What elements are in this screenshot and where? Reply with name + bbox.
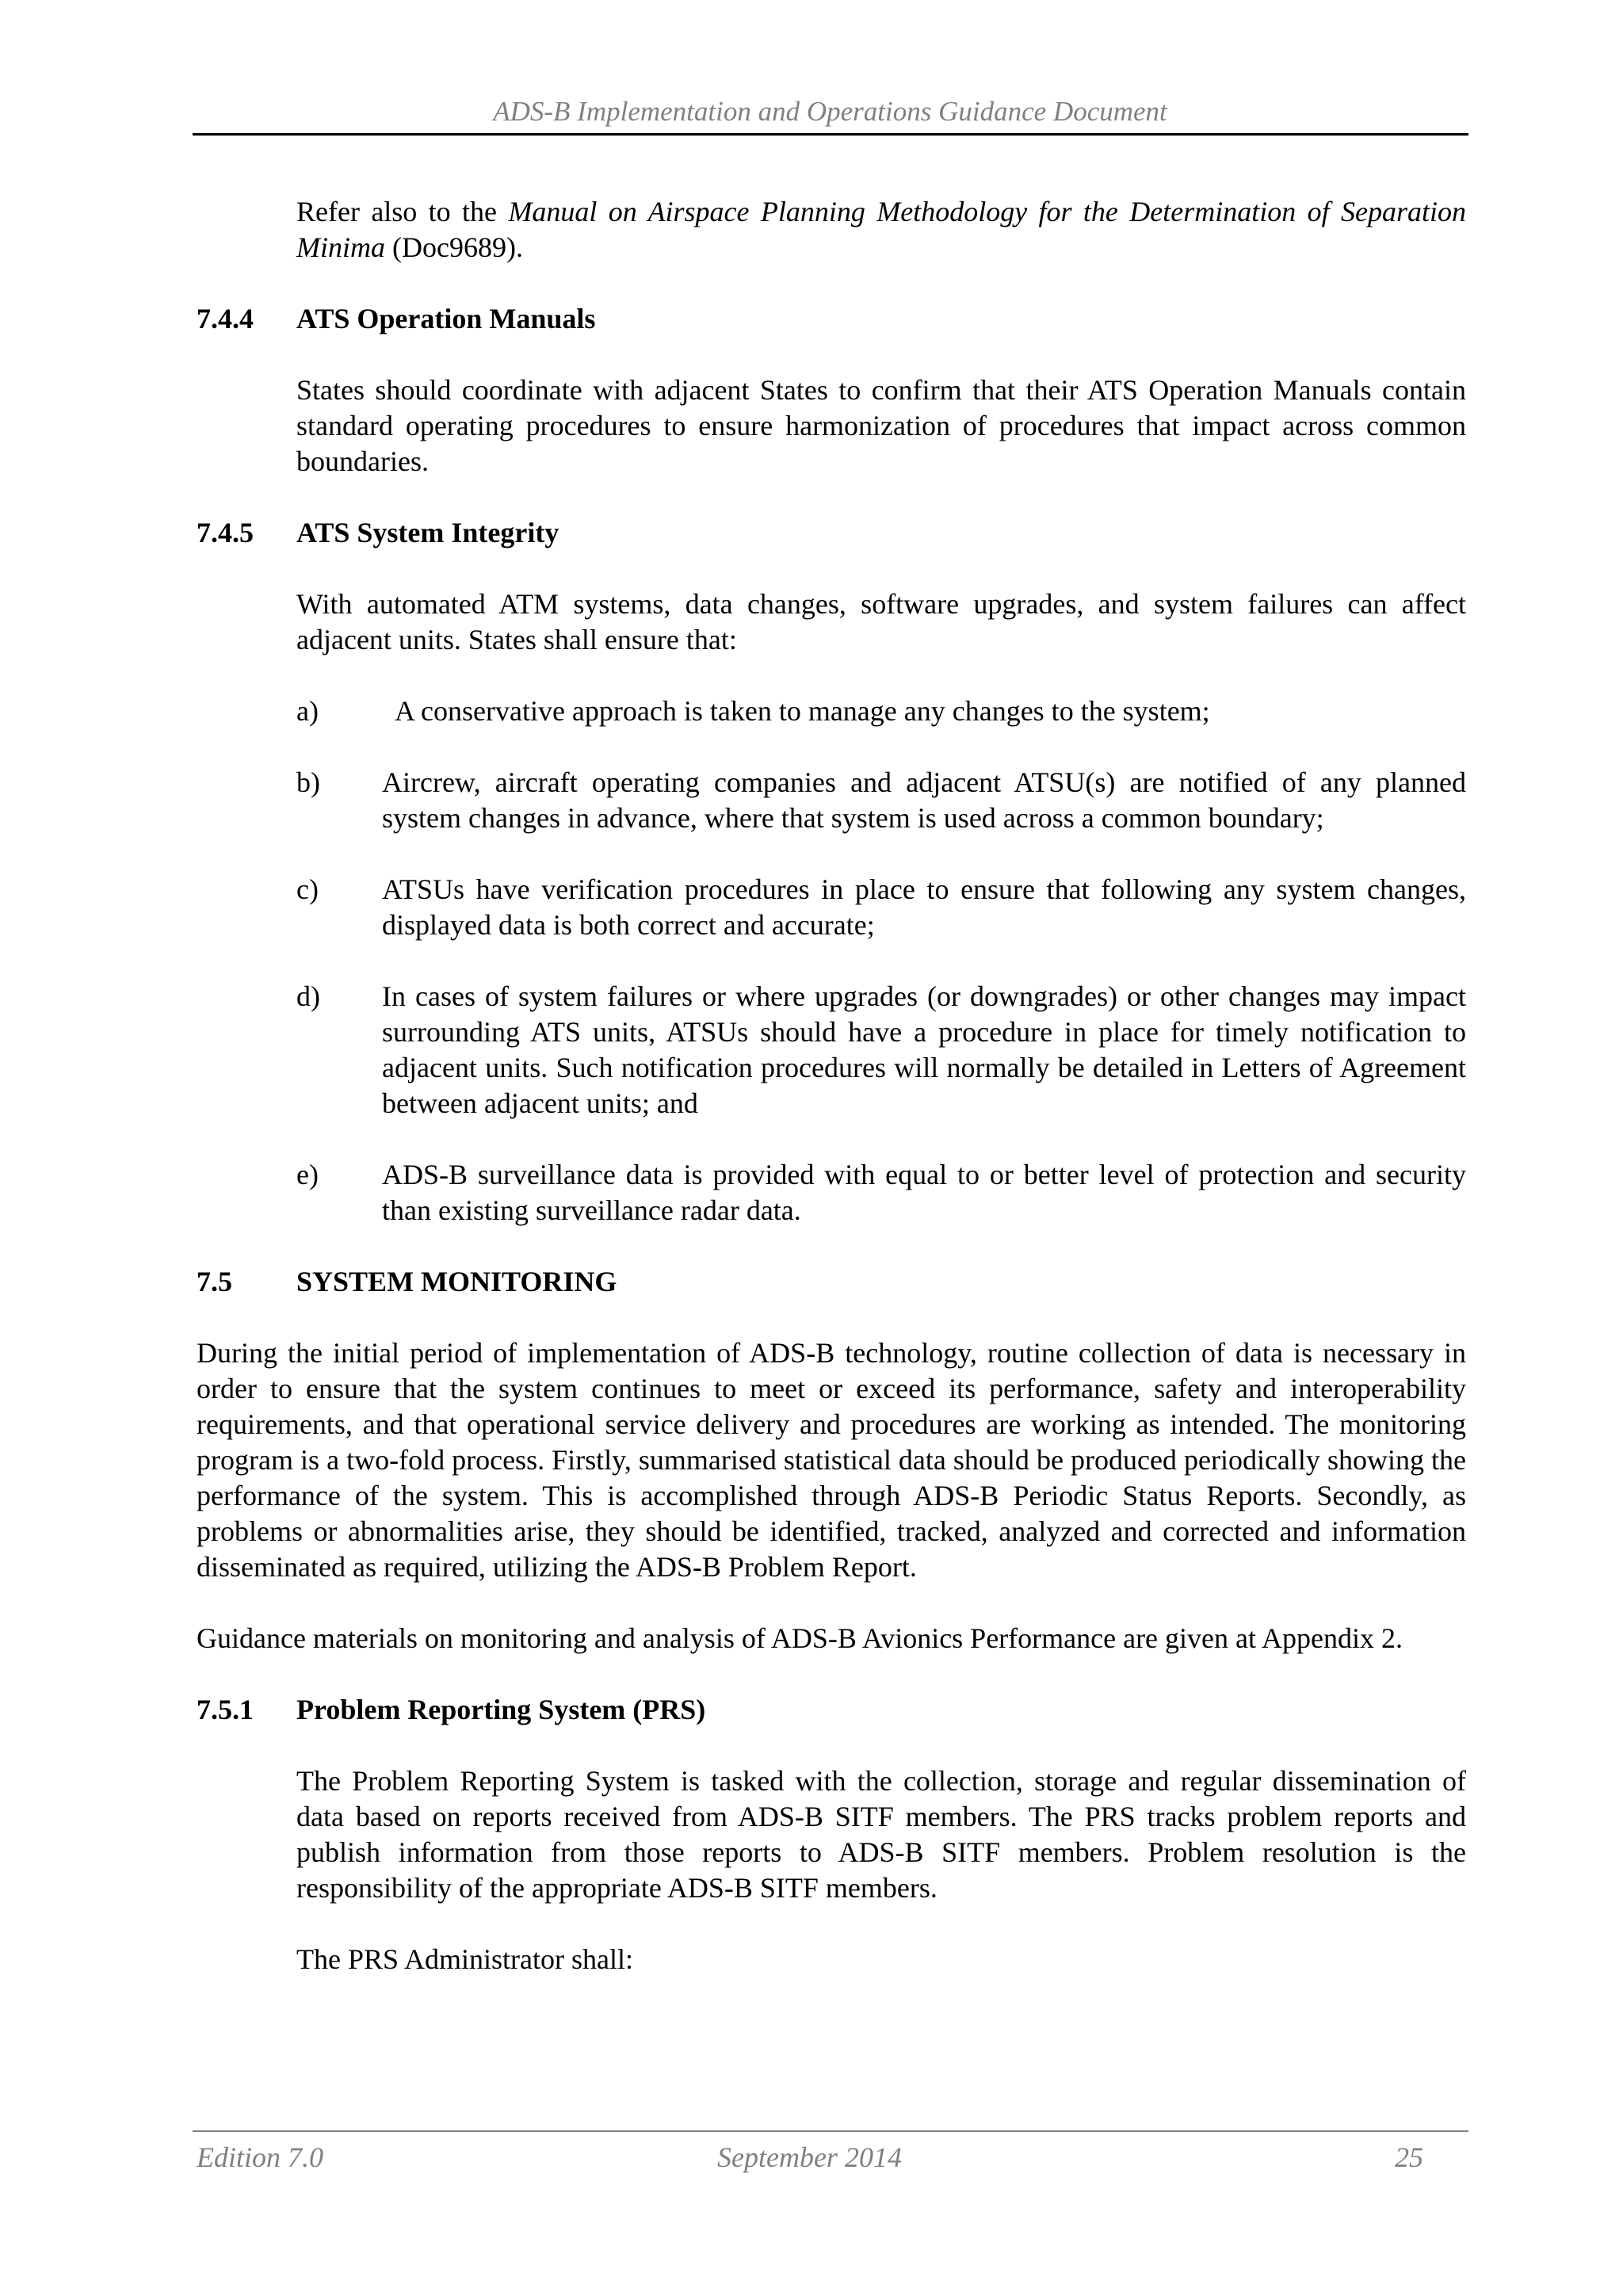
list-marker: d): [296, 980, 320, 1012]
heading-number: 7.4.4: [197, 303, 254, 334]
paragraph-prs-admin: The PRS Administrator shall:: [296, 1943, 634, 1975]
list-marker: c): [296, 873, 319, 905]
intro-paragraph: [296, 194, 1466, 266]
heading-7-5: [197, 1264, 1466, 1300]
list-text: ATSUs have verification procedures in place to ensure that following any system changes, displayed data is both correct and accurate;: [382, 873, 1466, 941]
heading-7-4-5: [197, 515, 1466, 551]
footer-date: September 2014: [717, 2141, 902, 2173]
heading-number: 7.5: [197, 1266, 232, 1297]
list-item-d: [296, 979, 1466, 1121]
list-text: A conservative approach is taken to manage any changes to the system;: [395, 695, 1210, 727]
heading-7-5-1: [197, 1692, 1466, 1728]
footer-page-number: 25: [1395, 2141, 1423, 2173]
list-text: ADS-B surveillance data is provided with equal to or better level of protection and security than existing surveillance radar data.: [382, 1159, 1466, 1226]
manual-title: Manual on Airspace Planning Methodology for the Determination of Separation Minima: [296, 196, 1466, 263]
list-marker: b): [296, 766, 320, 798]
paragraph-7-5-monitoring: During the initial period of implementation of ADS-B technology, routine collection of data is necessary in order to ensure that the system continues to meet or exceed its performance, safety and interoperability requirements, and that operational service delivery and procedures are working as intended. The monitoring program is a two-fold process. Firstly, summarised statistical data should be produced periodically showing the performance of the system. This is accomplished through ADS-B Periodic Status Reports. Secondly, as problems or abnormalities arise, they should be identified, tracked, analyzed and corrected and information disseminated as required, utilizing the ADS-B Problem Report.: [197, 1337, 1466, 1583]
heading-title: ATS System Integrity: [296, 517, 559, 548]
list-item-b: [296, 765, 1466, 836]
list-text: In cases of system failures or where upgrades (or downgrades) or other changes may impact surrounding ATS units, ATSUs should have a procedure in place for timely notification to adjacent units. Such notification procedures will normally be detailed in Letters of Agreement between adjacent units; and: [382, 980, 1466, 1119]
list-marker: a): [296, 695, 319, 727]
page-content: [197, 194, 1466, 2013]
footer-edition: Edition 7.0: [197, 2141, 323, 2173]
list-item-c: [296, 872, 1466, 943]
heading-title: ATS Operation Manuals: [296, 303, 596, 334]
heading-number: 7.4.5: [197, 517, 254, 548]
paragraph-7-5-1: The Problem Reporting System is tasked with the collection, storage and regular dissemination of data based on reports received from ADS-B SITF members. The PRS tracks problem reports and publish information from those reports to ADS-B SITF members. Problem resolution is the responsibility of the appropriate ADS-B SITF members.: [296, 1765, 1466, 1904]
heading-7-4-4: [197, 301, 1466, 337]
paragraph-7-4-4: States should coordinate with adjacent States to confirm that their ATS Operation Manuals contain standard operating procedures to ensure harmonization of procedures that impact across common boundaries.: [296, 374, 1466, 477]
header-rule: [193, 133, 1468, 136]
heading-title: Problem Reporting System (PRS): [296, 1694, 706, 1725]
intro-prefix: Refer also to the: [296, 196, 509, 227]
heading-number: 7.5.1: [197, 1694, 254, 1725]
list-item-a: [296, 693, 1466, 729]
footer-rule: [193, 2130, 1468, 2132]
paragraph-7-5-guidance: Guidance materials on monitoring and analysis of ADS-B Avionics Performance are given at Appendix 2.: [197, 1622, 1403, 1654]
running-header: ADS-B Implementation and Operations Guidance Document: [493, 96, 1167, 127]
list-marker: e): [296, 1159, 319, 1190]
heading-title: SYSTEM MONITORING: [296, 1266, 617, 1297]
intro-suffix: (Doc9689).: [385, 231, 523, 263]
paragraph-7-4-5: With automated ATM systems, data changes, software upgrades, and system failures can affect adjacent units. States shall ensure that:: [296, 588, 1466, 655]
list-text: Aircrew, aircraft operating companies and adjacent ATSU(s) are notified of any planned system changes in advance, where that system is used across a common boundary;: [382, 766, 1466, 834]
list-item-e: [296, 1157, 1466, 1228]
